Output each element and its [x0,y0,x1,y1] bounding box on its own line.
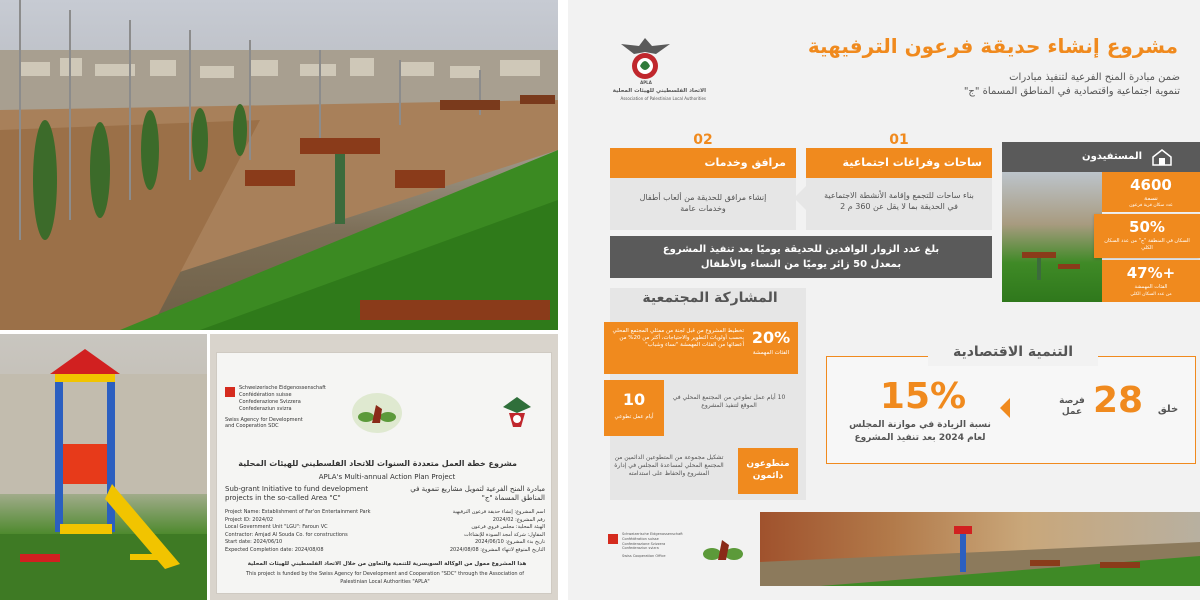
beneficiaries-title: المستفيدون [1082,151,1142,162]
sign-detail: Project ID: 2024/02 [225,516,274,523]
card-number: 01 [889,132,909,148]
community-item-2-text: 10 أيام عمل تطوعي من المجتمع المحلي في الموقع لتنفيذ المشروع [672,394,786,409]
community-item-1-value: 20% [751,328,791,347]
footer-swiss-line4: Confederaziun svizra [622,546,659,551]
budget-increase-line2: لعام 2024 بعد تنفيذ المشروع [854,433,986,443]
sign-detail-ar: تاريخ بدء المشروع: 2024/06/10 [474,539,545,545]
sign-detail: Start date: 2024/06/10 [225,539,283,545]
jobs-value: 28 [1092,380,1144,421]
community-item-3-badge [738,448,798,494]
sign-swiss-line4: Confederaziun svizra [239,406,292,412]
sign-swiss-line3: Confederazione Svizzera [239,399,301,405]
stat-marginalized-label: الفئات المهمشة [1134,284,1168,290]
sign-details-ar [397,509,545,554]
logo-title-ar: الاتحاد الفلسطيني للهيئات المحلية [612,88,706,94]
stat-marginalized-value: 47%+ [1126,264,1176,282]
park-illustration [0,0,558,330]
sign-detail: Contractor: Amjad Al Souda Co. for constructions [225,531,348,538]
stat-population-label: نسمة [1144,195,1158,202]
sign-detail: Expected Completion date: 2024/08/08 [225,546,324,553]
horse-logo-icon [352,393,402,433]
sign-sub-en: Sub-grant Initiative to fund development projects in the so-called Area "C" [225,485,369,502]
card-title: مرافق وخدمات [610,148,796,178]
jobs-label-bottom: عمل [1061,407,1083,417]
community-item-3-text: تشكيل مجموعة من المتطوعين الدائمين من المجتمع المحلي لمساعدة المجلس في إدارة المشروع والحفاظ على استدامته [614,454,724,477]
playground-photo [0,334,207,600]
sign-detail: Local Government Unit "LGU": Faroun VC [225,524,328,530]
park-photo [0,0,558,330]
swiss-flag-icon [225,387,235,397]
playground-illustration [0,334,207,600]
community-item-1-label: الفئات المهمشة [752,350,790,356]
community-item-2-label: أيام عمل تطوعي [614,414,654,420]
arrow-left-icon [1000,398,1010,418]
apla-logo-icon [497,393,537,433]
footer-swiss-line1: Schweizerische Eidgenossenschaft [622,532,683,536]
sign-funded-en2: Palestinian Local Authorities "APLA" [340,579,430,585]
sign-swiss-line1: Schweizerische Eidgenossenschaft [239,385,326,391]
sign-swiss-line2: Confédération suisse [239,392,292,398]
stat-area-c-label: السكان في المنطقة "ج" من عدد السكان الكلي [1104,238,1190,251]
park-panorama-photo [760,512,1200,586]
community-item-1-text: تخطيط المشروع من قبل لجنة من ممثلي المجتمع المحلي بحسب أولويات التطوير والاحتياجات، أكثر من 20% من أعضائها من الفئات المهمشة "نساء وشباب" [612,328,744,349]
project-sign-photo [210,334,558,600]
logo-title-en: Association of Palestinian Local Authorities [620,96,706,101]
card-facilities [610,132,796,228]
budget-increase-line1: نسبة الزيادة في موازنة المجلس [849,420,991,430]
community-item-3-value: متطوعون دائمون [746,459,790,481]
page-subtitle-line1: ضمن مبادرة المنح الفرعية لتنفيذ مبادرات [1009,72,1180,83]
footer-swiss-line5: Swiss Cooperation Office [622,554,666,559]
infographic-panel [568,0,1200,600]
card-body: إنشاء مرافق للحديقة من ألعاب أطفال وخدمات عامة [610,178,796,230]
jobs-label [1054,396,1090,418]
visitors-line1: بلغ عدد الزوار الوافدين للحديقة يوميًا بعد تنفيذ المشروع [662,244,940,255]
community-title: المشاركة المجتمعية [642,290,778,306]
house-icon [1150,148,1174,166]
apla-logo-icon [618,36,673,86]
stat-area-c [1094,214,1200,258]
community-item-2-badge [604,380,664,436]
page-title: مشروع إنشاء حديقة فرعون الترفيهية [807,34,1178,58]
arrow-left-icon [794,186,806,210]
card-body: بناء ساحات للتجمع وإقامة الأنشطة الاجتماعية في الحديقة بما لا يقل عن 360 م 2 [806,178,992,230]
community-item-3 [604,442,798,500]
jobs-verb: خلق [1157,404,1179,415]
card-social-spaces [806,132,992,228]
footer-swiss-line3: Confederazione Svizzera [622,541,666,546]
page-subtitle-line2: تنموية اجتماعية واقتصادية في المناطق المسماة "ج" [963,86,1180,97]
sign-sub-ar: مبادرة المنح الفرعية لتمويل مشاريع تنموية في المناطق المسماة "ج" [410,485,545,502]
sign-swiss-agency: Swiss Agency for Development and Cooperation SDC [225,417,303,429]
visitors-banner [610,236,992,278]
economic-title: التنمية الاقتصادية [928,344,1098,366]
sign-detail-ar: رقم المشروع: 2024/02 [492,516,545,523]
sign-detail-ar: الهيئة المحلية: مجلس قروي فرعون [471,524,545,530]
swiss-flag-icon [608,534,618,544]
stat-population [1102,172,1200,212]
footer-swiss-text [622,532,692,559]
logo-tag: APLA [640,80,652,85]
stat-marginalized [1102,260,1200,302]
sign-detail: Project Name: Establishment of Far'on Entertainment Park [225,509,371,515]
visitors-line2: بمعدل 50 زائر يوميًا من النساء والأطفال [700,259,902,270]
stat-area-c-value: 50% [1129,218,1165,236]
sign-funded-ar: هذا المشروع ممول من الوكالة السويسرية للتنمية والتعاون من خلال الاتحاد الفلسطيني للهيئات المحلية [247,561,527,567]
sign-title-ar: مشروع خطة العمل متعددة السنوات للاتحاد الفلسطيني للهيئات المحلية [238,459,517,468]
sign-funded-en1: This project is funded by the Swiss Agency for Development and Cooperation "SDC" through the Association of [245,571,525,577]
stat-marginalized-sub: من عدد السكان الكلي [1130,292,1172,297]
beneficiaries-block [1002,142,1200,302]
park-thumbnail [1002,172,1102,302]
project-sign-board [216,352,552,594]
sign-details-en [225,509,405,554]
community-item-1 [604,322,798,374]
community-item-2-value: 10 [622,390,646,409]
sign-detail-ar: التاريخ المتوقع لانتهاء المشروع: 2024/08/08 [449,546,545,553]
sign-title-en: APLA's Multi-annual Action Plan Project [318,473,456,481]
sign-detail-ar: المقاول: شركة أمجد السودة للإنشاءات [463,531,545,538]
sign-detail-ar: اسم المشروع: إنشاء حديقة فرعون الترفيهية [452,509,545,515]
footer-swiss-line2: Confédération suisse [622,536,659,541]
jobs-label-top: فرصة [1059,396,1085,406]
budget-increase-value: 15% [879,376,967,417]
card-title: ساحات وفراغات اجتماعية [806,148,992,178]
stat-population-value: 4600 [1130,176,1172,194]
community-item-2 [604,380,798,436]
card-number: 02 [693,132,713,148]
stat-population-sub: عدد سكان قرية فرعون [1129,203,1173,208]
horse-logo-icon [698,530,748,570]
